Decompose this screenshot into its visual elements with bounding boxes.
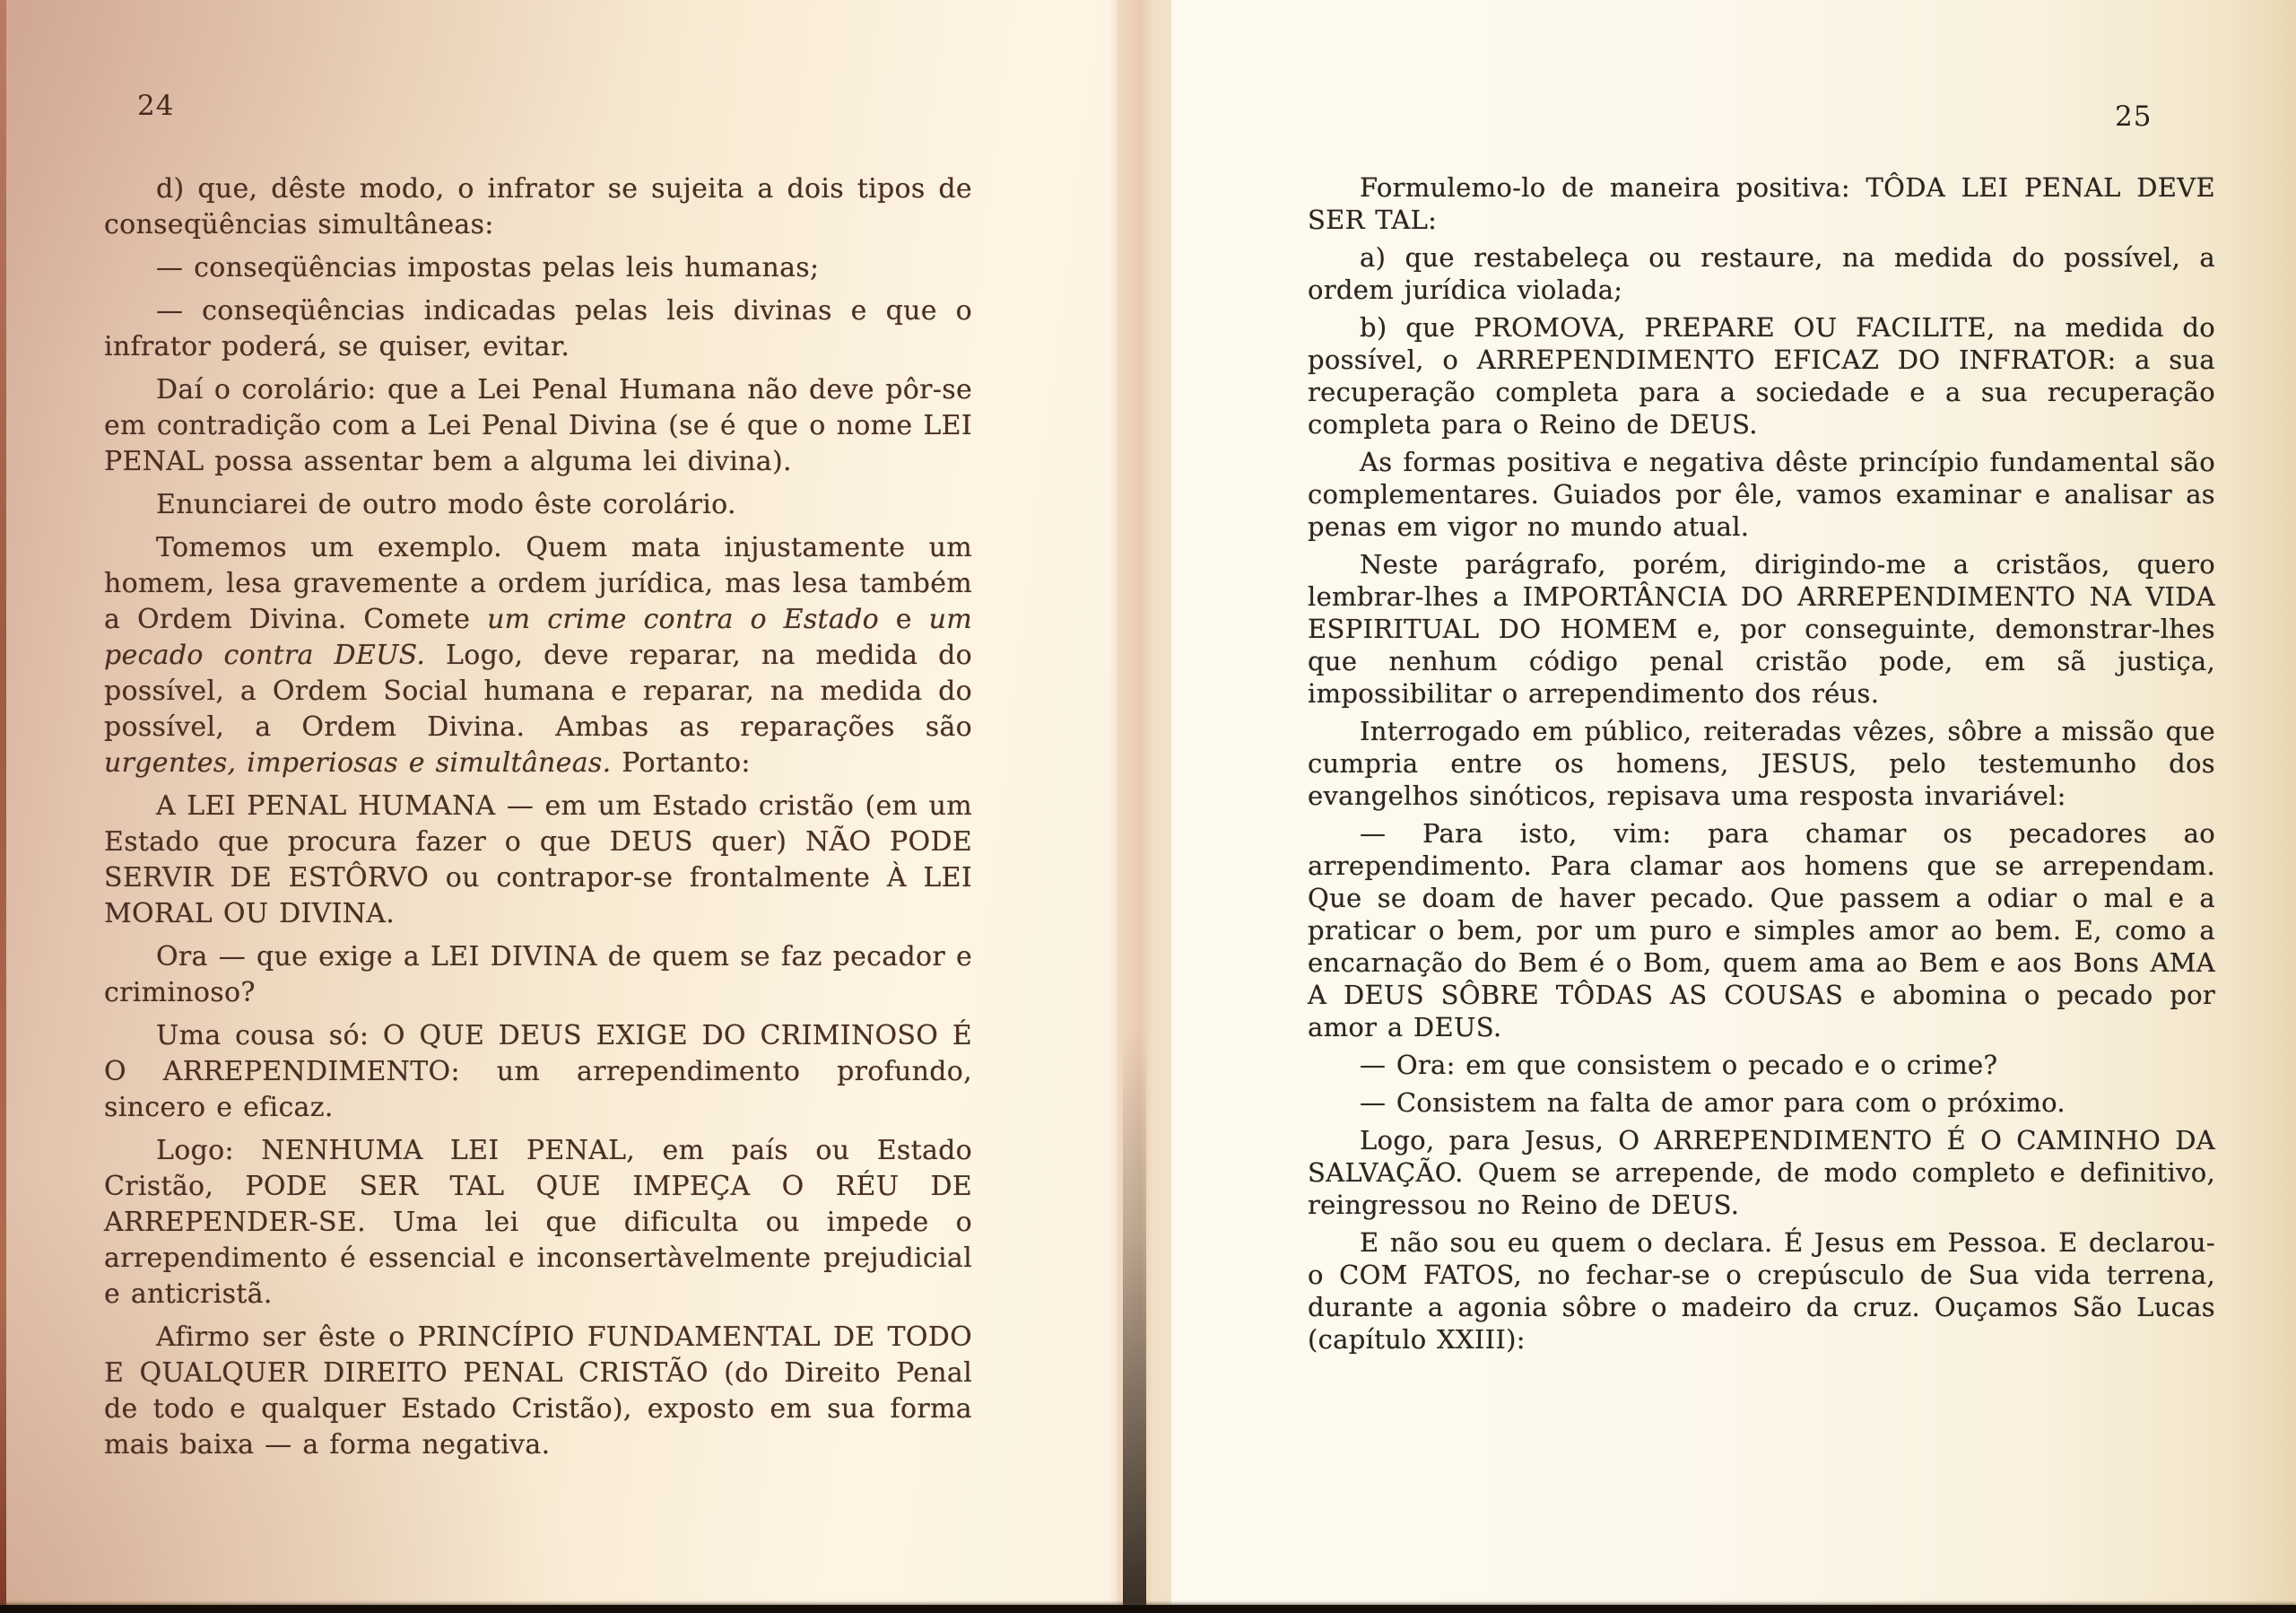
text-run: Formulemo-lo de maneira positiva: TÔDA LEI PENAL DEVE SER TAL: [1308,172,2215,235]
left-page-text [104,171,972,1470]
text-run: Enunciarei de outro modo êste corolário. [156,489,736,520]
text-run: Uma cousa só: O QUE DEUS EXIGE DO CRIMINOSO É O ARREPENDIMENTO: um arrependimento profundo, sincero e eficaz. [104,1020,972,1123]
text-run: urgentes, imperiosas e simultâneas. [104,747,612,779]
paragraph [104,1133,972,1312]
text-run: Daí o corolário: que a Lei Penal Humana não deve pôr-se em contradição com a Lei Penal Divina (se é que o nome LEI PENAL possa assentar bem a alguma lei divina). [104,374,972,477]
text-run: Portanto: [611,747,751,779]
paragraph [1308,817,2215,1043]
paragraph [104,789,972,932]
paragraph [1308,1226,2215,1356]
right-page [1171,0,2296,1613]
page-number-left: 24 [137,90,175,122]
paragraph [1308,241,2215,306]
text-run: — Ora: em que consistem o pecado e o crime? [1360,1050,1998,1080]
text-run: Logo: NENHUMA LEI PENAL, em país ou Estado Cristão, PODE SER TAL QUE IMPEÇA O RÉU DE ARREPENDER-SE. Uma lei que dificulta ou impede o arrependimento é essencial e inconsertàvelmente prejudicial e anticristã. [104,1135,972,1310]
text-run: A LEI PENAL HUMANA — em um Estado cristão (em um Estado que procura fazer o que DEUS quer) NÃO PODE SERVIR DE ESTÔRVO ou contrapor-se frontalmente À LEI MORAL OU DIVINA. [104,790,972,929]
text-run: um crime contra o Estado [487,604,879,635]
paragraph [104,487,972,523]
text-run: Interrogado em público, reiteradas vêzes, sôbre a missão que cumpria entre os homens, JESUS, pelo testemunho dos evangelhos sinóticos, repisava uma resposta invariável: [1308,716,2215,811]
scan-bottom-edge [0,1605,2296,1613]
text-run: Ora — que exige a LEI DIVINA de quem se faz pecador e criminoso? [104,941,972,1008]
paragraph [1308,1124,2215,1221]
text-run: — conseqüências impostas pelas leis humanas; [156,252,820,283]
gutter-fold-shadow [1123,1032,1146,1613]
paragraph [1308,548,2215,710]
paragraph [1308,311,2215,440]
scan-left-edge [0,0,6,1613]
text-run: e [878,604,929,635]
text-run: d) que, dêste modo, o infrator se sujeita a dois tipos de conseqüências simultâneas: [104,173,972,240]
paragraph [1308,1049,2215,1081]
text-run: a) que restabeleça ou restaure, na medida do possível, a ordem jurídica violada; [1308,242,2215,305]
text-run: Tomemos um exemplo. Quem mata injustamente um homem, lesa gravemente a ordem jurídica, mas lesa também a Ordem Divina. Comete [104,532,972,635]
text-run: b) que PROMOVA, PREPARE OU FACILITE, na medida do possível, o ARREPENDIMENTO EFICAZ DO INFRATOR: a sua recuperação completa para a sociedade e a sua recuperação completa para o Reino de DEUS. [1308,312,2215,440]
paragraph [104,250,972,286]
text-run: Neste parágrafo, porém, dirigindo-me a cristãos, quero lembrar-lhes a IMPORTÂNCIA DO ARREPENDIMENTO NA VIDA ESPIRITUAL DO HOMEM e, por conseguinte, demonstrar-lhes que nenhum código penal cristão pode, em sã justiça, impossibilitar o arrependimento dos réus. [1308,549,2215,709]
paragraph [1308,171,2215,236]
text-run: — Consistem na falta de amor para com o próximo. [1360,1087,2066,1118]
paragraph [1308,715,2215,812]
paragraph [104,1018,972,1126]
paragraph [104,171,972,243]
paragraph [1308,446,2215,543]
right-page-text [1308,171,2215,1361]
paragraph [104,293,972,365]
text-run: E não sou eu quem o declara. É Jesus em Pessoa. E declarou-o COM FATOS, no fechar-se o crepúsculo de Sua vida terrena, durante a agonia sôbre o madeiro da cruz. Ouçamos São Lucas (capítulo XXIII): [1308,1227,2215,1355]
text-run: — Para isto, vim: para chamar os pecadores ao arrependimento. Para clamar aos homens que se arrependam. Que se doam de haver pecado. Que passem a odiar o mal e a praticar o bem, por um puro e simples amor ao bem. E, como a encarnação do Bem é o Bom, quem ama ao Bem e aos Bons AMA A DEUS SÔBRE TÔDAS AS COUSAS e abomina o pecado por amor a DEUS. [1308,818,2215,1042]
paragraph [104,939,972,1011]
paragraph [104,372,972,480]
paragraph [104,1320,972,1463]
text-run: um pecado contra DEUS. [104,604,972,671]
left-page [5,0,1118,1613]
paragraph [104,530,972,781]
text-run: Afirmo ser êste o PRINCÍPIO FUNDAMENTAL DE TODO E QUALQUER DIREITO PENAL CRISTÃO (do Direito Penal de todo e qualquer Estado Cristão), exposto em sua forma mais baixa — a forma negativa. [104,1321,972,1460]
paragraph [1308,1086,2215,1119]
text-run: — conseqüências indicadas pelas leis divinas e que o infrator poderá, se quiser, evitar. [104,295,972,362]
text-run: As formas positiva e negativa dêste princípio fundamental são complementares. Guiados por êle, vamos examinar e analisar as penas em vigor no mundo atual. [1308,447,2215,542]
page-number-right: 25 [2115,100,2152,133]
text-run: Logo, para Jesus, O ARREPENDIMENTO É O CAMINHO DA SALVAÇÃO. Quem se arrepende, de modo completo e definitivo, reingressou no Reino de DEUS. [1308,1125,2215,1220]
text-run: Logo, deve reparar, na medida do possível, a Ordem Social humana e reparar, na medida do possível, a Ordem Divina. Ambas as reparações são [104,640,972,743]
